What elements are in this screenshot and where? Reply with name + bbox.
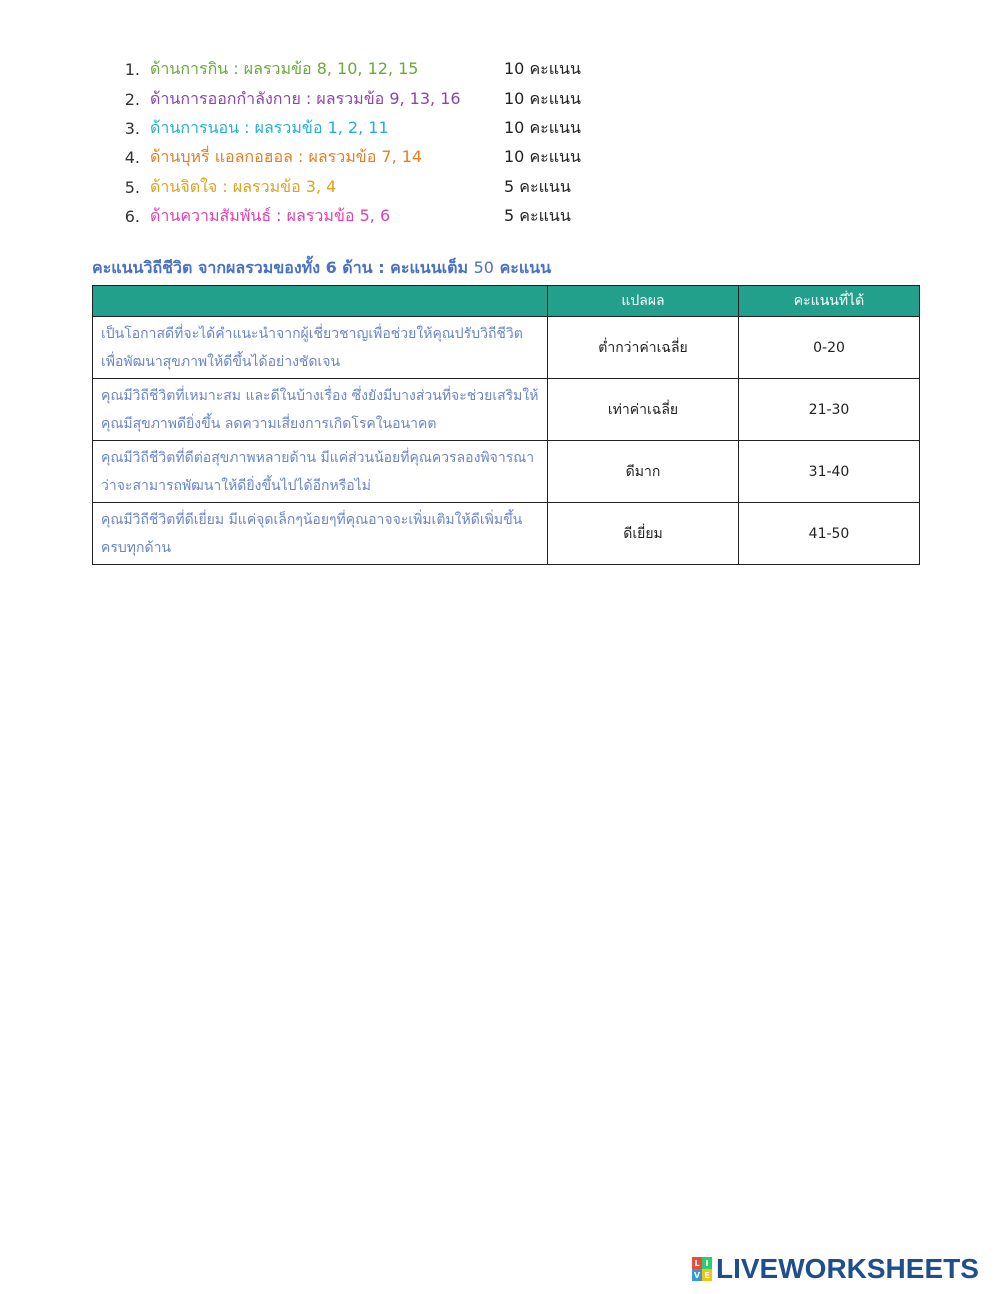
row-score-range: 31-40 (739, 441, 920, 503)
category-label: ด้านการออกกำลังกาย : ผลรวมข้อ 9, 13, 16 (150, 88, 461, 108)
category-item (110, 143, 630, 172)
header-interpretation: แปลผล (548, 286, 739, 317)
section-title-text: คะแนนวิถีชีวิต จากผลรวมของทั้ง 6 ด้าน : คะแนนเต็ม (92, 258, 469, 277)
header-score: คะแนนที่ได้ (739, 286, 920, 317)
badge-letter: E (702, 1269, 712, 1281)
row-description: คุณมีวิถีชีวิตที่ดีต่อสุขภาพหลายด้าน มีแค่ส่วนน้อยที่คุณควรลองพิจารณาว่าจะสามารถพัฒนาให้ดียิ่งขึ้นไปได้อีกหรือไม่ (93, 441, 548, 503)
score-interpretation-table (92, 285, 920, 565)
logo-text: LIVEWORKSHEETS (716, 1253, 979, 1284)
section-title-number: 50 (473, 258, 494, 277)
category-item (110, 202, 630, 231)
badge-letter: V (693, 1270, 701, 1280)
category-label: ด้านจิตใจ : ผลรวมข้อ 3, 4 (150, 176, 337, 196)
row-description: คุณมีวิถีชีวิตที่เหมาะสม และดีในบ้างเรื่อง ซึ่งยังมีบางส่วนที่จะช่วยเสริมให้คุณมีสุขภาพดียิ่งขึ้น ลดความเสี่ยงการเกิดโรคในอนาคต (93, 379, 548, 441)
category-points: 10 คะแนน (504, 59, 581, 79)
row-interpretation: เท่าค่าเฉลี่ย (548, 379, 739, 441)
category-item (110, 114, 630, 143)
score-category-list (110, 55, 630, 231)
liveworksheets-logo[interactable] (692, 1252, 979, 1286)
badge-letter: L (692, 1257, 702, 1269)
category-item (110, 173, 630, 202)
category-points: 5 คะแนน (504, 206, 571, 226)
section-title (92, 256, 551, 281)
row-interpretation: ต่ำกว่าค่าเฉลี่ย (548, 317, 739, 379)
row-description: คุณมีวิถีชีวิตที่ดีเยี่ยม มีแค่จุดเล็กๆน้อยๆที่คุณอาจจะเพิ่มเติมให้ดีเพิ่มขึ้นครบทุกด้าน (93, 503, 548, 565)
category-label: ด้านการนอน : ผลรวมข้อ 1, 2, 11 (150, 117, 389, 137)
row-score-range: 21-30 (739, 379, 920, 441)
table-row (93, 441, 920, 503)
category-points: 10 คะแนน (504, 117, 581, 137)
row-score-range: 0-20 (739, 317, 920, 379)
category-number: 1. (124, 60, 140, 80)
row-score-range: 41-50 (739, 503, 920, 565)
table-row (93, 379, 920, 441)
table-header-row (93, 286, 920, 317)
category-label: ด้านความสัมพันธ์ : ผลรวมข้อ 5, 6 (150, 206, 391, 226)
row-interpretation: ดีมาก (548, 441, 739, 503)
category-points: 10 คะแนน (504, 88, 581, 108)
category-number: 5. (124, 177, 140, 197)
row-description: เป็นโอกาสดีที่จะได้คำแนะนำจากผู้เชี่ยวชาญเพื่อช่วยให้คุณปรับวิถีชีวิตเพื่อพัฒนาสุขภาพให้ดีขึ้นได้อย่างชัดเจน (93, 317, 548, 379)
table-row (93, 503, 920, 565)
live-badge-icon (692, 1257, 712, 1281)
category-number: 2. (124, 89, 140, 109)
category-item (110, 55, 630, 84)
category-points: 5 คะแนน (504, 176, 571, 196)
badge-letter: I (702, 1257, 712, 1269)
table-row (93, 317, 920, 379)
category-item (110, 84, 630, 113)
header-description (93, 286, 548, 317)
row-interpretation: ดีเยี่ยม (548, 503, 739, 565)
section-title-suffix: คะแนน (499, 258, 552, 277)
category-label: ด้านการกิน : ผลรวมข้อ 8, 10, 12, 15 (150, 59, 419, 79)
category-number: 4. (124, 148, 140, 168)
category-label: ด้านบุหรี่ แอลกอฮอล : ผลรวมข้อ 7, 14 (150, 147, 423, 167)
category-number: 6. (124, 207, 140, 227)
category-points: 10 คะแนน (504, 147, 581, 167)
category-number: 3. (124, 118, 140, 138)
